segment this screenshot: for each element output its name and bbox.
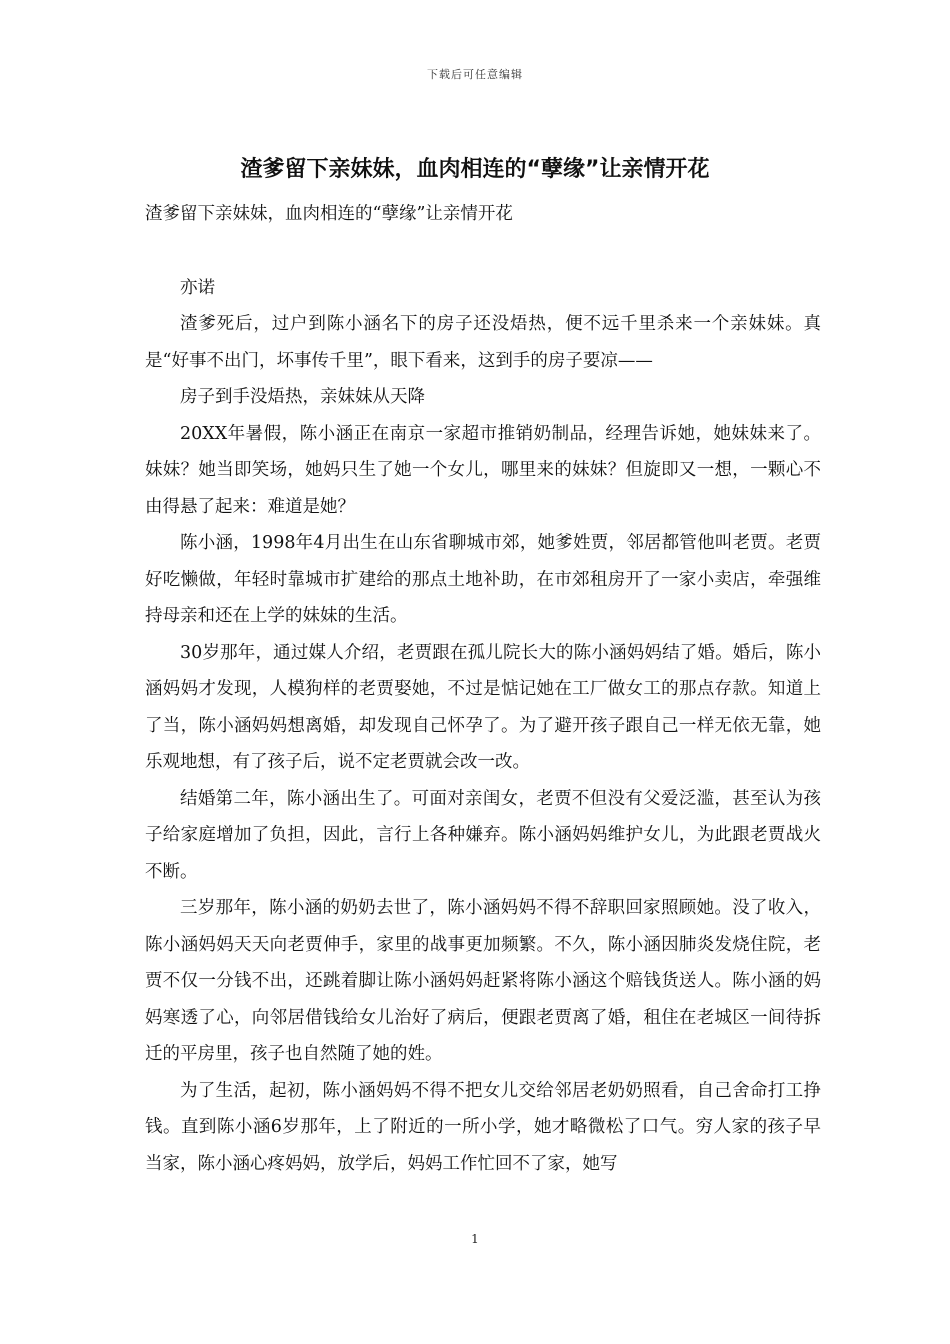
paragraph: 渣爹死后，过户到陈小涵名下的房子还没焐热，便不远千里杀来一个亲妹妹。真是“好事不出门，坏事传千里”，眼下看来，这到手的房子要凉—— <box>145 314 821 371</box>
article-title: 渣爹留下亲妹妹，血肉相连的“孽缘”让亲情开花 <box>240 157 710 182</box>
article-body <box>145 196 821 1182</box>
page-number: 1 <box>471 1232 479 1246</box>
header-note: 下载后可任意编辑 <box>427 68 523 81</box>
paragraph: 为了生活，起初，陈小涵妈妈不得不把女儿交给邻居老奶奶照看，自己舍命打工挣钱。直到陈小涵6岁那年，上了附近的一所小学，她才略微松了口气。穷人家的孩子早当家，陈小涵心疼妈妈，放学后，妈妈工作忙回不了家，她写 <box>145 1080 821 1174</box>
blank-line <box>145 233 821 270</box>
paragraph: 三岁那年，陈小涵的奶奶去世了，陈小涵妈妈不得不辞职回家照顾她。没了收入，陈小涵妈妈天天向老贾伸手，家里的战事更加频繁。不久，陈小涵因肺炎发烧住院，老贾不仅一分钱不出，还跳着脚让陈小涵妈妈赶紧将陈小涵这个赔钱货送人。陈小涵的妈妈寒透了心，向邻居借钱给女儿治好了病后，便跟老贾离了婚，租住在老城区一间待拆迁的平房里，孩子也自然随了她的姓。 <box>145 898 821 1064</box>
article-subtitle: 渣爹留下亲妹妹，血肉相连的“孽缘”让亲情开花 <box>145 204 513 224</box>
article-author: 亦诺 <box>180 277 215 298</box>
paragraph: 结婚第二年，陈小涵出生了。可面对亲闺女，老贾不但没有父爱泛滥，甚至认为孩子给家庭增加了负担，因此，言行上各种嫌弃。陈小涵妈妈维护女儿，为此跟老贾战火不断。 <box>145 788 821 882</box>
section-heading: 房子到手没焐热，亲妹妹从天降 <box>180 387 425 407</box>
paragraph: 30岁那年，通过媒人介绍，老贾跟在孤儿院长大的陈小涵妈妈结了婚。婚后，陈小涵妈妈才发现，人模狗样的老贾娶她，不过是惦记她在工厂做女工的那点存款。知道上了当，陈小涵妈妈想离婚，却发现自己怀孕了。为了避开孩子跟自己一样无依无靠，她乐观地想，有了孩子后，说不定老贾就会改一改。 <box>145 642 821 772</box>
paragraph: 20XX年暑假，陈小涵正在南京一家超市推销奶制品，经理告诉她，她妹妹来了。妹妹？她当即笑场，她妈只生了她一个女儿，哪里来的妹妹？但旋即又一想，一颗心不由得悬了起来：难道是她？ <box>145 423 821 517</box>
paragraph: 陈小涵，1998年4月出生在山东省聊城市郊，她爹姓贾，邻居都管他叫老贾。老贾好吃懒做，年轻时靠城市扩建给的那点土地补助，在市郊租房开了一家小卖店，牵强维持母亲和还在上学的妹妹的生活。 <box>145 533 821 626</box>
